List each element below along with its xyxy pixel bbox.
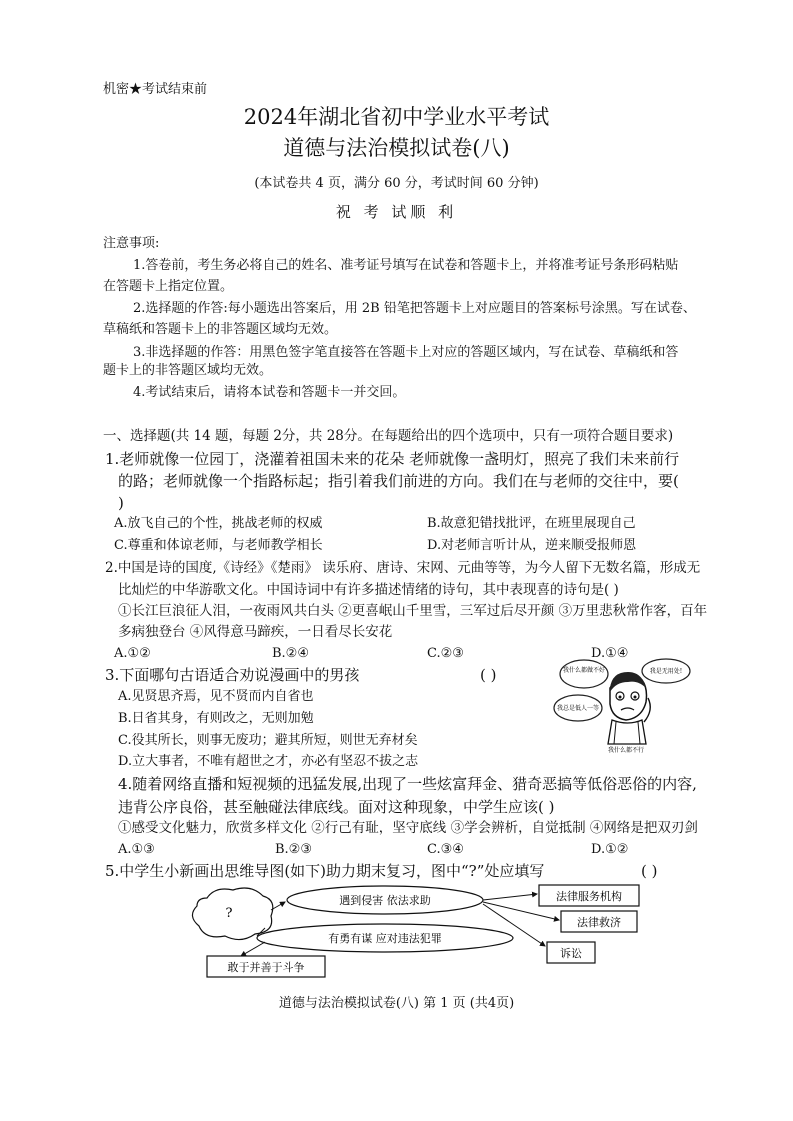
q2-option-c[interactable]: C.②③ [427,646,464,661]
exam-info: (本试卷共 4 页，满分 60 分，考试时间 60 分钟) [254,176,539,191]
q4-option-b[interactable]: B.②③ [275,842,312,857]
bubble-3-text: 我总是低人一等 [556,705,600,712]
q1-option-d[interactable]: D.对老师言听计从，逆来顺受报师恩 [427,538,637,553]
q5-mind-map [185,880,655,982]
q2-line1: 2.中国是诗的国度,《诗经》《楚雨》 读乐府、唐诗、宋网、元曲等等，为今人留下无数名篇，形成无 [105,560,701,576]
exam-subtitle: 道德与法治模拟试卷(八) [283,136,510,160]
node-left-text: 敢于并善于斗争 [227,961,305,974]
q1-line1: 1.老师就像一位园丁，浇灌着祖国未来的花朵 老师就像一盏明灯，照亮了我们未来前行 [105,450,680,468]
q3-option-d[interactable]: D.立大事者，不唯有超世之才，亦必有坚忍不拔之志 [118,754,419,769]
q4-line1: 4.随着网络直播和短视频的迅猛发展,出现了一些炫富拜金、猎奇恶搞等低俗恶俗的内容, [118,775,697,793]
q2-line2: 比灿烂的中华游歌文化。中国诗词中有许多描述情绪的诗句，其中表现喜的诗句是( ) [118,582,619,598]
q3-paren: ( ) [480,666,497,684]
q5-stem: 5.中学生小新画出思维导图(如下)助力期末复习，图中“?”处应填写 [105,862,545,880]
q2-option-b[interactable]: B.②④ [272,646,309,661]
bubble-2-text: 我是无用处! [649,668,683,675]
q4-line2: 违背公序良俗，甚至触碰法律底线。面对这种现象，中学生应该( ) [118,798,555,816]
notice-2b: 草稿纸和答题卡上的非答题区域均无效。 [103,322,338,337]
q3-option-b[interactable]: B.日省其身，有则改之，无则加勉 [118,711,314,726]
q3-stem: 3.下面哪句古语适合劝说漫画中的男孩 [105,666,360,684]
notice-3a: 3.非选择题的作答：用黑色签字笔直接答在答题卡上对应的答题区域内，写在试卷、草稿纸和答 [133,345,679,360]
q1-option-a[interactable]: A.放飞自己的个性，挑战老师的权威 [114,516,323,531]
q2-line4: 多病独登台 ④风得意马蹄疾，一日看尽长安花 [118,624,393,640]
q1-option-c[interactable]: C.尊重和体谅老师，与老师教学相长 [114,538,323,553]
q3-option-c[interactable]: C.役其所长，则事无废功；避其所短，则世无弃材矣 [118,733,418,748]
section-heading: 一、选择题(共 14 题，每题 2分，共 28分。在每题给出的四个选项中，只有一项符合题目要求) [103,428,674,444]
node-r3-text: 诉讼 [560,947,582,960]
q4-option-d[interactable]: D.①② [591,842,629,857]
q3-option-a[interactable]: A.见贤思齐焉，见不贤而内自省也 [118,689,314,704]
notice-1a: 1.答卷前，考生务必将自己的姓名、准考证号填写在试卷和答题卡上，并将准考证号条形码粘贴 [133,258,679,273]
q5-paren: ( ) [641,862,658,880]
good-luck-text: 祝 考 试顺 利 [335,203,458,221]
notice-title: 注意事项: [103,236,160,251]
q4-option-c[interactable]: C.③④ [427,842,464,857]
q2-line3: ①长江巨浪征人泪，一夜雨风共白头 ②更喜岷山千里雪，三军过后尽开颜 ③万里悲秋常作客，百年 [118,603,708,619]
q2-option-d[interactable]: D.①④ [591,646,629,661]
center-text: ? [225,906,233,921]
bubble-1-text: 我什么都做不好 [562,667,606,674]
q4-line3: ①感受文化魅力，欣赏多样文化 ②行己有耻，坚守底线 ③学会辨析，自觉抵制 ④网络是把双刃剑 [118,820,698,836]
boy-figure [608,672,650,744]
notice-4: 4.考试结束后，请将本试卷和答题卡一并交回。 [133,385,406,400]
q3-cartoon [550,658,700,756]
node-r2-text: 法律救济 [577,916,621,929]
notice-3b: 题卡上的非答题区域均无效。 [103,363,273,378]
node-r1-text: 法律服务机构 [556,890,622,903]
speech-bubble-1 [560,660,608,688]
q4-option-a[interactable]: A.①③ [118,842,155,857]
notice-1b: 在答题卡上指定位置。 [103,279,234,294]
confidential-mark: 机密★考试结束前 [103,82,208,97]
page-footer: 道德与法治模拟试卷(八) 第 1 页 (共4页) [278,996,515,1011]
node-top-text: 遇到侵害 依法求助 [339,894,431,907]
q2-option-a[interactable]: A.①② [114,646,151,661]
q1-option-b[interactable]: B.故意犯错找批评，在班里展现自己 [427,516,636,531]
q1-line2: 的路；老师就像一个指路标起；指引着我们前进的方向。我们在与老师的交往中，要( [118,472,679,490]
node-mid-text: 有勇有谋 应对违法犯罪 [328,932,442,945]
exam-title: 2024年湖北省初中学业水平考试 [243,105,550,129]
notice-2a: 2.选择题的作答:每小题选出答案后，用 2B 铅笔把答题卡上对应题目的答案标号涂黑。写在试卷、 [133,301,696,316]
q1-line3: ) [118,494,124,512]
cartoon-caption: 我什么都不行 [607,747,645,754]
